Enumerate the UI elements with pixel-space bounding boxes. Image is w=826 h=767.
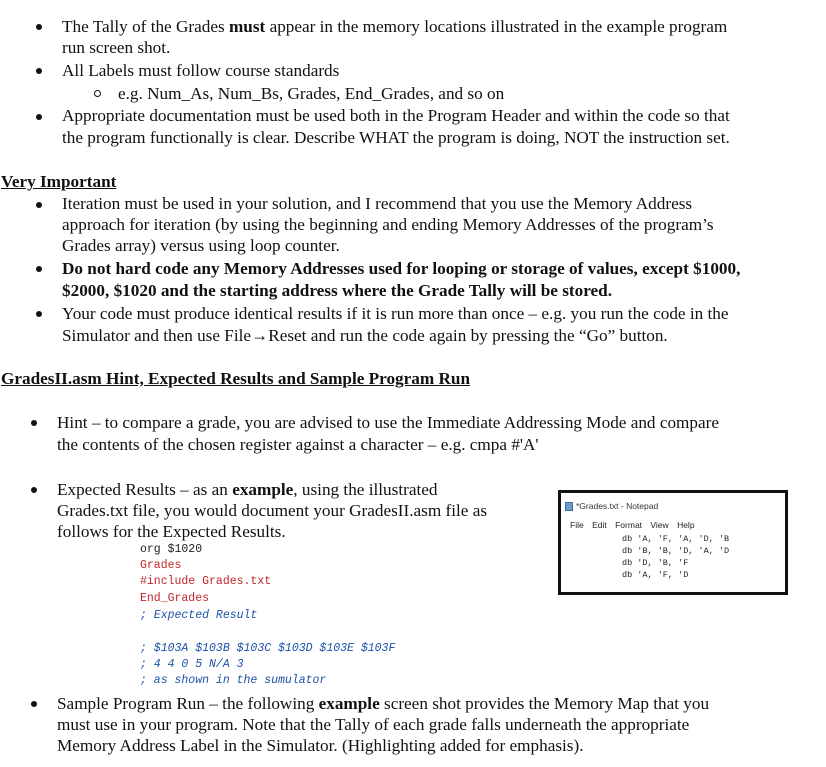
bullet-no-hardcode-line1: Do not hard code any Memory Addresses used for looping or storage of values, except $1000, (62, 259, 741, 278)
notepad-line: db 'A, 'F, 'D (622, 570, 689, 580)
bullet-dot (31, 701, 37, 707)
bullet-dot (36, 266, 42, 272)
bullet-hint-line1: Hint – to compare a grade, you are advised to use the Immediate Addressing Mode and compare (57, 413, 719, 432)
notepad-title: *Grades.txt - Notepad (576, 501, 659, 511)
bullet-sample-line1: Sample Program Run – the following example screen shot provides the Memory Map that you (57, 694, 710, 713)
notepad-menu-edit: Edit (592, 520, 607, 530)
code-address-comment: ; $103A $103B $103C $103D $103E $103F (140, 642, 396, 655)
bullet-documentation-line1: Appropriate documentation must be used both in the Program Header and within the code so that (62, 106, 730, 125)
notepad-menu-file: File (570, 520, 584, 530)
bullet-dot (31, 420, 37, 426)
notepad-menu-format: Format (615, 520, 643, 530)
bullet-dot (36, 114, 42, 120)
sub-bullet-labels-example: e.g. Num_As, Num_Bs, Grades, End_Grades, and so on (118, 84, 505, 103)
notepad-line: db 'A, 'F, 'A, 'D, 'B (622, 534, 730, 544)
bullet-labels: All Labels must follow course standards (62, 61, 340, 80)
bullet-identical-results-line1: Your code must produce identical results if it is run more than once – e.g. you run the code in the (62, 304, 729, 323)
notepad-menu-help: Help (677, 520, 695, 530)
bullet-tally-line2: run screen shot. (62, 38, 171, 57)
code-values-comment: ; 4 4 0 5 N/A 3 (140, 658, 244, 671)
bullet-dot (36, 24, 42, 30)
notepad-line: db 'B, 'B, 'D, 'A, 'D (622, 546, 730, 556)
bullet-tally-line1: The Tally of the Grades must appear in the memory locations illustrated in the example program (62, 17, 728, 36)
bullet-dot (36, 202, 42, 208)
bullet-expected-line3: follows for the Expected Results. (57, 522, 286, 541)
notepad-line: db 'D, 'B, 'F (622, 558, 689, 568)
bullet-dot (36, 68, 42, 74)
bullet-documentation-line2: the program functionally is clear. Describe WHAT the program is doing, NOT the instruction set. (62, 128, 730, 147)
code-grades-label: Grades (140, 559, 182, 572)
code-simulator-comment: ; as shown in the sumulator (140, 674, 327, 687)
bullet-iteration-line1: Iteration must be used in your solution, and I recommend that you use the Memory Address (62, 194, 693, 213)
code-org-line: org $1020 (140, 543, 203, 556)
code-include-line: #include Grades.txt (140, 575, 272, 588)
notepad-menu-view: View (650, 520, 669, 530)
bullet-sample-line2: must use in your program. Note that the Tally of each grade falls underneath the appropriate (57, 715, 690, 734)
bullet-dot (36, 311, 42, 317)
code-end-grades-label: End_Grades (140, 592, 210, 605)
bullet-expected-line2: Grades.txt file, you would document your GradesII.asm file as (57, 501, 488, 520)
bullet-iteration-line3: Grades array) versus using loop counter. (62, 236, 340, 255)
notepad-screenshot (558, 490, 788, 595)
notepad-menu (570, 520, 701, 530)
bullet-hint-line2: the contents of the chosen register against a character – e.g. cmpa #'A' (57, 435, 539, 454)
bullet-expected-line1: Expected Results – as an example, using the illustrated (57, 480, 438, 499)
bullet-dot (31, 487, 37, 493)
notepad-icon (565, 502, 573, 511)
bullet-identical-results-line2: Simulator and then use File→Reset and run the code again by pressing the “Go” button. (62, 326, 668, 345)
bullet-iteration-line2: approach for iteration (by using the beginning and ending Memory Addresses of the program’s (62, 215, 714, 234)
code-expected-comment: ; Expected Result (140, 609, 258, 622)
bullet-no-hardcode-line2: $2000, $1020 and the starting address where the Grade Tally will be stored. (62, 281, 613, 300)
very-important-heading: Very Important (1, 172, 117, 191)
bullet-sample-line3: Memory Address Label in the Simulator. (Highlighting added for emphasis). (57, 736, 584, 755)
gradesii-hint-heading: GradesII.asm Hint, Expected Results and Sample Program Run (1, 369, 471, 388)
sub-bullet-circle (94, 90, 101, 97)
